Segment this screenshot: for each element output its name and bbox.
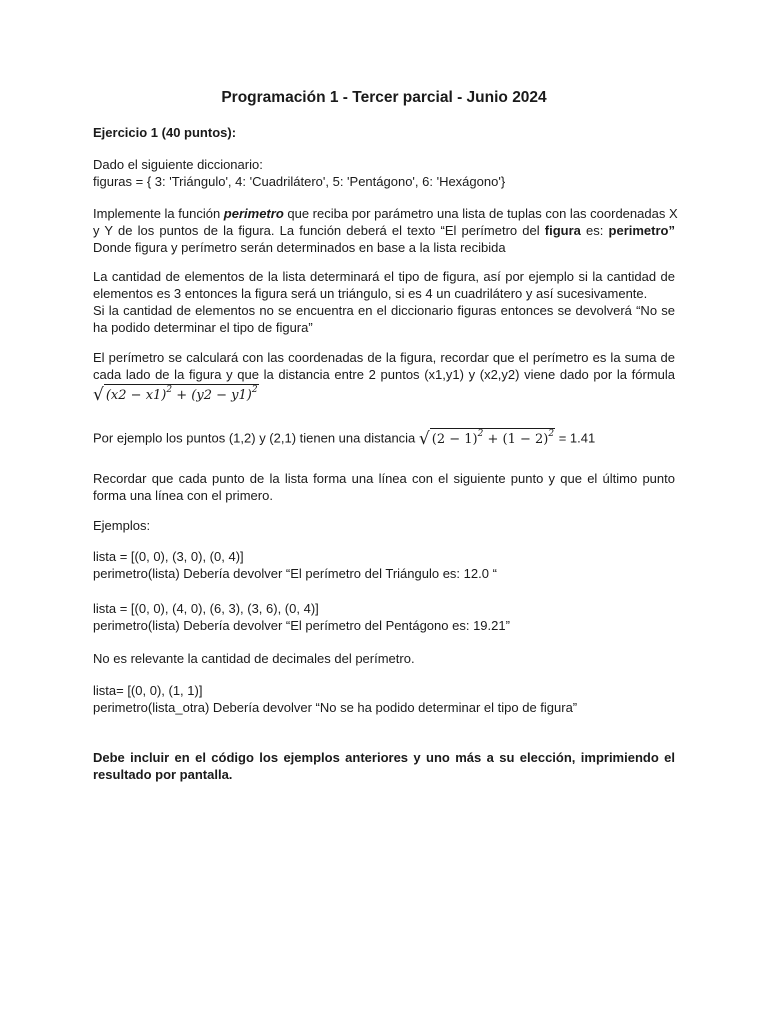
sqrt-icon: √ [418, 429, 430, 449]
exercise-heading: Ejercicio 1 (40 puntos): [93, 125, 237, 140]
distance-example: Por ejemplo los puntos (1,2) y (2,1) tienen una distancia √ $(2 - 1)^2 + (1 - 2)^2$ = 1.41 [93, 428, 596, 449]
sqrt-icon: √ [93, 385, 104, 405]
sqrt-example: √ $(2 - 1)^2 + (1 - 2)^2$ [418, 428, 555, 449]
example-1 [93, 548, 675, 582]
reminder-line-2: forma una línea con el primero. [93, 488, 273, 503]
final-instruction [93, 749, 675, 783]
example-result: perimetro(lista) Debería devolver “El perímetro del Pentágono es: 19.21” [93, 618, 510, 633]
dict-code: figuras = { 3: 'Triángulo', 4: 'Cuadrilátero', 5: 'Pentágono', 6: 'Hexágono'} [93, 174, 506, 189]
examples-heading: Ejemplos: [93, 518, 151, 533]
impl-line-2: y Y de los puntos de la figura. La función deberá el texto “El perímetro del figura es: perimetro” [93, 223, 675, 238]
distance-formula [93, 384, 675, 406]
count-line-4: ha podido determinar el tipo de figura” [93, 320, 313, 335]
example-list: lista = [(0, 0), (4, 0), (6, 3), (3, 6), (0, 4)] [93, 601, 319, 616]
page-title: Programación 1 - Tercer parcial - Junio 2024 [221, 89, 547, 106]
perim-line-2: cada lado de la figura y que la distancia entre 2 puntos (x1,y1) y (x2,y2) viene dado por la fórmula [93, 367, 675, 382]
dictionary-section [93, 156, 675, 190]
example-result: perimetro(lista) Debería devolver “El perímetro del Triángulo es: 12.0 “ [93, 566, 497, 581]
implement-section [93, 205, 678, 256]
count-line-1: La cantidad de elementos de la lista determinará el tipo de figura, así por ejemplo si la cantidad de [93, 269, 675, 284]
final-line-1: Debe incluir en el código los ejemplos anteriores y uno más a su elección, imprimiendo el [93, 750, 675, 765]
perimeter-section [93, 349, 675, 383]
count-section [93, 268, 675, 336]
example-list: lista = [(0, 0), (3, 0), (0, 4)] [93, 549, 244, 564]
reminder-line-1: Recordar que cada punto de la lista forma una línea con el siguiente punto y que el último punto [93, 471, 675, 486]
impl-line-1: Implemente la función perimetro que reciba por parámetro una lista de tuplas con las coordenadas X [93, 206, 678, 221]
dict-intro: Dado el siguiente diccionario: [93, 157, 263, 172]
impl-line-3: Donde figura y perímetro serán determinados en base a la lista recibida [93, 240, 506, 255]
example-result: perimetro(lista_otra) Debería devolver “No se ha podido determinar el tipo de figura” [93, 700, 578, 715]
example-3 [93, 682, 675, 716]
sqrt-formula: √ $(x2 - x1)^2 + (y2 - y1)^2$ [93, 384, 258, 405]
function-name: perimetro [223, 206, 284, 221]
example-list: lista= [(0, 0), (1, 1)] [93, 683, 203, 698]
final-line-2: resultado por pantalla. [93, 767, 233, 782]
example-2 [93, 600, 675, 634]
count-line-2: elementos es 3 entonces la figura será un triángulo, si es 4 un cuadrilátero y así sucesivamente. [93, 286, 648, 301]
decimals-note: No es relevante la cantidad de decimales del perímetro. [93, 651, 415, 666]
reminder-section [93, 470, 675, 504]
count-line-3: Si la cantidad de elementos no se encuentra en el diccionario figuras entonces se devolverá “No se [93, 303, 675, 318]
perim-line-1: El perímetro se calculará con las coordenadas de la figura, recordar que el perímetro es la suma de [93, 350, 675, 365]
